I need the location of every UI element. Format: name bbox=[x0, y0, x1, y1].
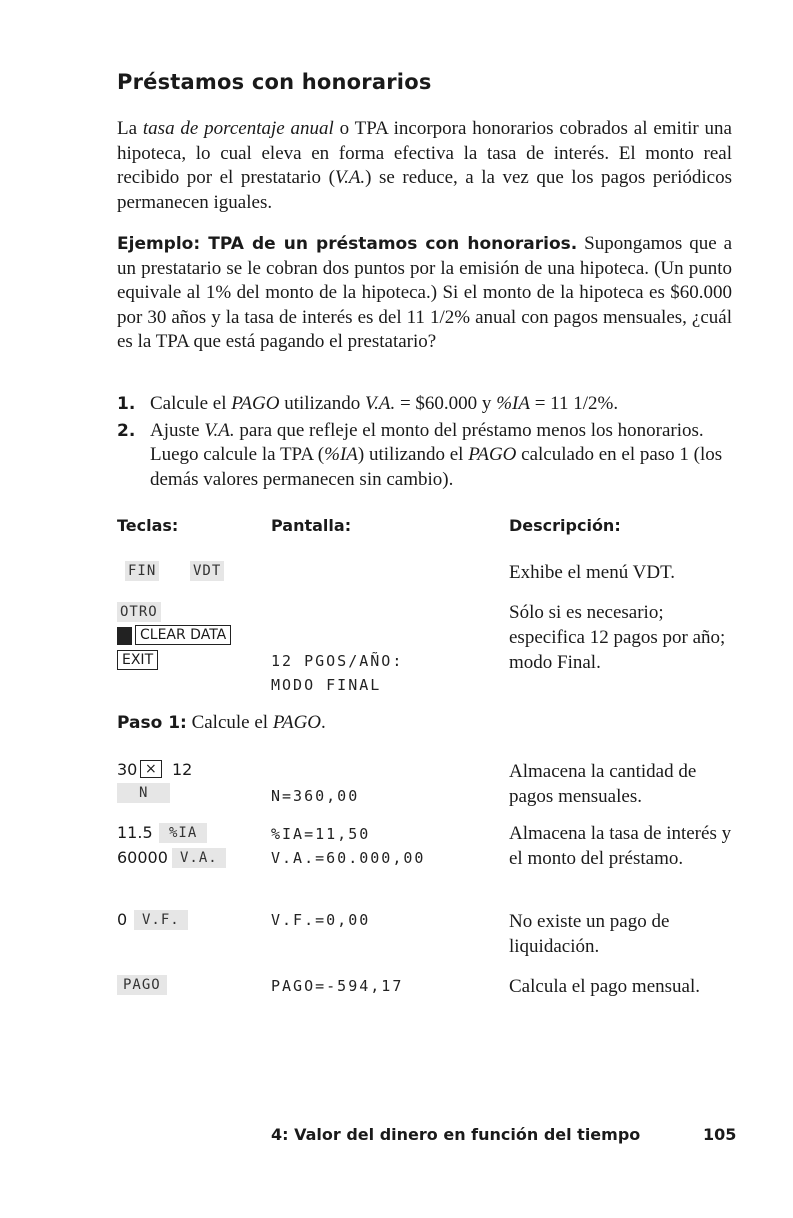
display-pago: PAGO=-594,17 bbox=[271, 977, 404, 995]
example-paragraph bbox=[117, 232, 732, 355]
softkey-vf[interactable]: V.F. bbox=[134, 910, 188, 930]
paso-term: PAGO bbox=[272, 712, 322, 733]
desc-vf: No existe un pago de liquidación. bbox=[509, 911, 670, 957]
step-text-part: Calcule el bbox=[150, 393, 232, 414]
desc-n: Almacena la cantidad de pagos mensuales. bbox=[509, 761, 697, 807]
step-text-part: utilizando bbox=[279, 393, 365, 414]
step-2 bbox=[117, 419, 732, 493]
intro-text: o TPA incorpora honorarios cobrados al emitir una hipoteca, lo cual eleva en forma efectiva la tasa de interés. El monto real recibido por el prestatario ( bbox=[117, 118, 732, 188]
display-ia: %IA=11,50 bbox=[271, 825, 371, 843]
shift-key-icon[interactable] bbox=[117, 627, 132, 645]
key-multiply[interactable]: × bbox=[140, 760, 162, 778]
example-text: Supongamos que a un prestatario se le cobran dos puntos por la emisión de una hipoteca. (Un punto equivale al 1% del monto de la hipoteca.) Si el monto de la hipoteca es $60.000 por 30 años y la tasa de interés es del 11 1/2% anual con pagos mensuales, ¿cuál es la TPA que está pagando el prestatario? bbox=[117, 233, 732, 352]
paso-text: Calcule el bbox=[186, 712, 273, 733]
intro-paragraph bbox=[117, 117, 732, 215]
example-label: Ejemplo: TPA de un préstamos con honorarios. bbox=[117, 234, 578, 254]
page-number: 105 bbox=[703, 1125, 737, 1144]
number-11-5: 11.5 bbox=[117, 823, 153, 842]
step-term: V.A. bbox=[204, 419, 235, 441]
step-text bbox=[150, 419, 732, 493]
softkey-ia[interactable]: %IA bbox=[159, 823, 207, 843]
key-clear-data[interactable]: CLEAR DATA bbox=[135, 625, 231, 645]
desc-pago: Calcula el pago mensual. bbox=[509, 976, 700, 997]
step-text-part: = $60.000 y bbox=[395, 393, 497, 414]
step-number: 1. bbox=[117, 394, 136, 414]
intro-text: ) se reduce, a la vez que los pagos periódicos permanecen iguales. bbox=[117, 167, 732, 213]
step-term: V.A. bbox=[364, 393, 396, 414]
display-n: N=360,00 bbox=[271, 787, 360, 805]
desc-ia-va: Almacena la tasa de interés y el monto del préstamo. bbox=[509, 823, 732, 869]
desc-vdt-menu: Exhibe el menú VDT. bbox=[509, 562, 676, 583]
display-va: V.A.=60.000,00 bbox=[271, 849, 426, 867]
step-term: %IA bbox=[496, 393, 530, 414]
number-0: 0 bbox=[117, 910, 128, 929]
step-text-part: Ajuste bbox=[150, 419, 205, 441]
intro-text: La bbox=[117, 118, 143, 139]
step-number: 2. bbox=[117, 420, 136, 441]
column-header-keys: Teclas: bbox=[117, 516, 179, 535]
step-term: %IA bbox=[324, 444, 358, 465]
step-text bbox=[150, 392, 732, 417]
step-text-part: para que refleje el monto del préstamo menos los honorarios. Luego calcule la TPA ( bbox=[150, 419, 704, 465]
number-60000: 60000 bbox=[117, 848, 168, 867]
step-1 bbox=[117, 392, 732, 417]
softkey-fin[interactable]: FIN bbox=[125, 561, 159, 581]
softkey-va[interactable]: V.A. bbox=[172, 848, 226, 868]
paso-1 bbox=[117, 712, 326, 734]
step-term: PAGO bbox=[468, 444, 517, 465]
softkey-otro[interactable]: OTRO bbox=[117, 602, 161, 622]
step-text-part: = 11 1/2%. bbox=[529, 393, 619, 414]
number-30: 30 bbox=[117, 760, 138, 779]
number-12: 12 bbox=[172, 760, 193, 779]
column-header-description: Descripción: bbox=[509, 516, 621, 535]
key-exit[interactable]: EXIT bbox=[117, 650, 158, 670]
paso-label: Paso 1: bbox=[117, 713, 187, 733]
steps-list bbox=[117, 392, 732, 494]
softkey-pago[interactable]: PAGO bbox=[117, 975, 167, 995]
desc-pagos-por-ano: Sólo si es necesario; especifica 12 pagos por año; modo Final. bbox=[509, 602, 726, 673]
section-heading: Préstamos con honorarios bbox=[117, 70, 432, 94]
display-vf: V.F.=0,00 bbox=[271, 911, 371, 929]
display-pagos-ano: 12 PGOS/AÑO: bbox=[271, 652, 404, 670]
intro-term: tasa de porcentaje anual bbox=[142, 118, 334, 139]
softkey-n[interactable]: N bbox=[117, 783, 170, 803]
intro-va: V.A. bbox=[334, 167, 366, 188]
footer-chapter-title: 4: Valor del dinero en función del tiempo bbox=[271, 1125, 641, 1144]
softkey-vdt[interactable]: VDT bbox=[190, 561, 224, 581]
step-text-part: ) utilizando el bbox=[357, 444, 469, 465]
display-modo-final: MODO FINAL bbox=[271, 676, 382, 694]
step-term: PAGO bbox=[231, 393, 280, 414]
paso-text: . bbox=[321, 712, 326, 733]
column-header-display: Pantalla: bbox=[271, 516, 352, 535]
step-text-part: calculado en el paso 1 (los demás valores permanecen sin cambio). bbox=[150, 444, 723, 490]
